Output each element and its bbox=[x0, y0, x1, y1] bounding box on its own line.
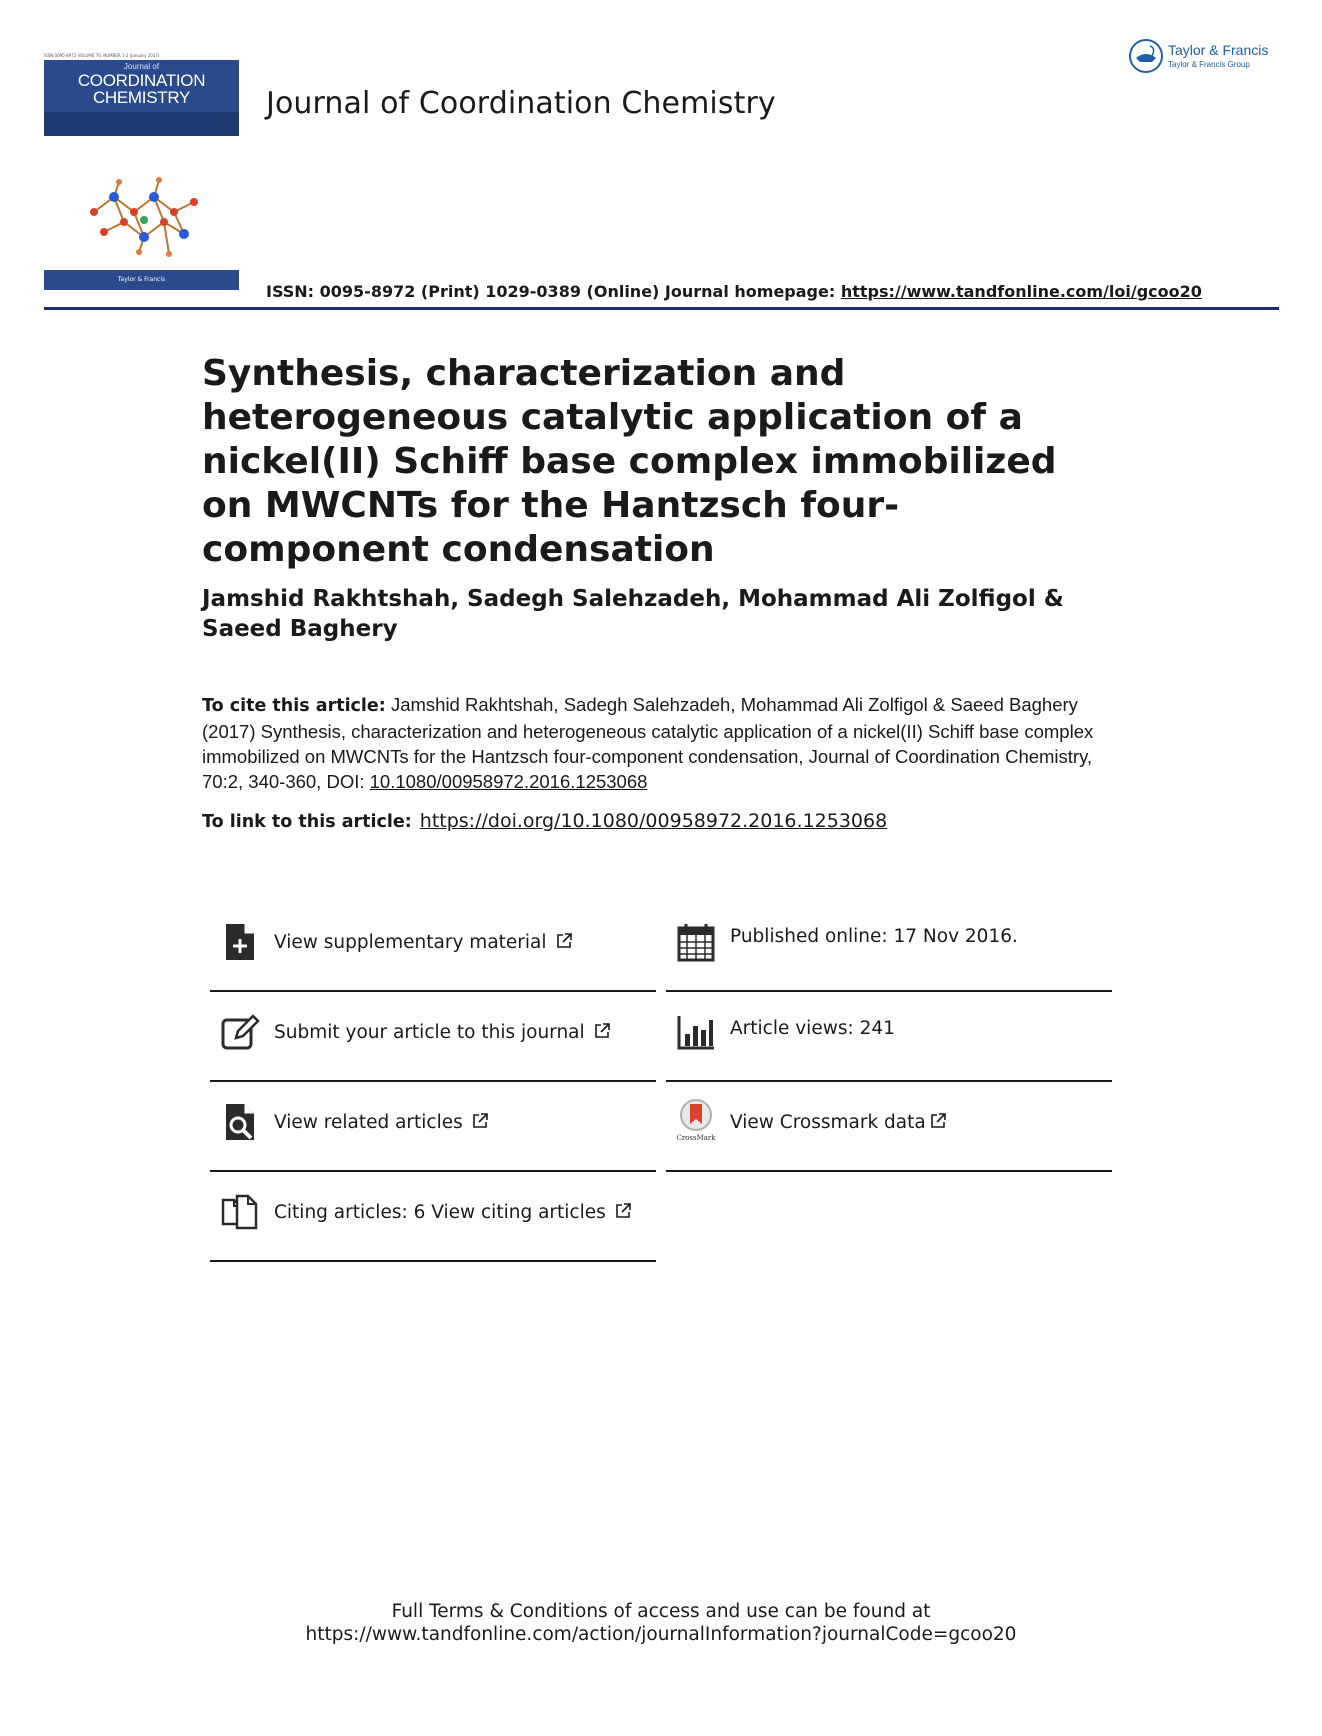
calendar-icon bbox=[676, 922, 716, 962]
link-label: To link to this article: bbox=[202, 812, 412, 832]
external-link-icon bbox=[555, 932, 573, 950]
external-link-icon bbox=[614, 1202, 632, 1220]
document-plus-icon bbox=[220, 922, 260, 962]
issn-line bbox=[266, 282, 1202, 301]
cite-doi-link[interactable]: 10.1080/00958972.2016.1253068 bbox=[369, 771, 648, 792]
citing-articles-label: Citing articles: 6 View citing articles bbox=[274, 1202, 606, 1223]
journal-name: Journal of Coordination Chemistry bbox=[266, 86, 776, 121]
article-doi-link[interactable]: https://doi.org/10.1080/00958972.2016.1253068 bbox=[419, 810, 888, 832]
citing-articles-item[interactable] bbox=[210, 1174, 656, 1262]
cover-title-band bbox=[44, 60, 239, 112]
submit-article-label: Submit your article to this journal bbox=[274, 1022, 585, 1043]
cover-publisher-band: Taylor & Francis bbox=[44, 270, 239, 290]
row-divider bbox=[666, 1080, 1112, 1082]
publisher-group: Taylor & Francis Group bbox=[1168, 60, 1250, 69]
row-divider bbox=[210, 1260, 656, 1262]
document-search-icon bbox=[220, 1102, 260, 1142]
supplementary-material-link[interactable] bbox=[274, 932, 573, 953]
publisher-logo[interactable] bbox=[1128, 38, 1288, 78]
journal-homepage-link[interactable]: https://www.tandfonline.com/loi/gcoo20 bbox=[840, 282, 1202, 301]
cite-text: Jamshid Rakhtshah, Sadegh Salehzadeh, Mohammad Ali Zolfigol & Saeed Baghery (2017) Synthesis, characterization and heterogeneous catalytic application of a nickel(II) Schiff base complex immobilized on MWCNTs for the Hantzsch four-component condensation, Journal of Coordination Chemistry, 70:2, 340-360, DOI: bbox=[202, 694, 1094, 792]
edit-icon bbox=[220, 1012, 260, 1052]
cite-label: To cite this article: bbox=[202, 696, 386, 716]
bar-chart-icon bbox=[676, 1012, 716, 1052]
submit-article-link[interactable] bbox=[274, 1022, 611, 1043]
row-divider bbox=[210, 1170, 656, 1172]
crossmark-label: View Crossmark data bbox=[730, 1112, 926, 1133]
cover-journal-of: Journal of bbox=[123, 62, 160, 71]
article-link-line bbox=[202, 810, 887, 832]
issn-text: ISSN: 0095-8972 (Print) 1029-0389 (Online) Journal homepage: bbox=[266, 282, 841, 301]
crossmark-item[interactable] bbox=[666, 1084, 1112, 1172]
related-articles-link[interactable] bbox=[274, 1112, 489, 1133]
cover-title-line2: CHEMISTRY bbox=[92, 88, 191, 107]
publisher-name: Taylor & Francis bbox=[1168, 42, 1269, 58]
taylor-francis-lamp-icon bbox=[1128, 38, 1164, 74]
supplementary-material-label: View supplementary material bbox=[274, 932, 547, 953]
terms-line: Full Terms & Conditions of access and use can be found at bbox=[391, 1601, 931, 1622]
header-divider bbox=[44, 307, 1279, 310]
citation-block bbox=[202, 692, 1122, 794]
journal-cover-image bbox=[44, 52, 239, 292]
submit-article-item[interactable] bbox=[210, 994, 656, 1082]
row-divider bbox=[666, 1170, 1112, 1172]
terms-footer bbox=[0, 1600, 1322, 1646]
article-title: Synthesis, characterization and heterogeneous catalytic application of a nickel(II) Schiff base complex immobilized on MWCNTs for the Hantzsch four-component condensation bbox=[202, 353, 1057, 570]
external-link-icon bbox=[471, 1112, 489, 1130]
cover-sub-band bbox=[44, 112, 239, 136]
article-views-count: Article views: 241 bbox=[730, 1018, 895, 1039]
crossmark-link[interactable] bbox=[730, 1112, 947, 1133]
supplementary-material-item[interactable] bbox=[210, 904, 656, 992]
crossmark-logo-text: CrossMark bbox=[676, 1134, 716, 1142]
documents-icon bbox=[220, 1192, 260, 1232]
row-divider bbox=[210, 990, 656, 992]
crossmark-icon bbox=[676, 1098, 716, 1142]
article-authors: Jamshid Rakhtshah, Sadegh Salehzadeh, Mohammad Ali Zolfigol & Saeed Baghery bbox=[202, 586, 1064, 642]
article-views-item bbox=[666, 994, 1112, 1082]
row-divider bbox=[210, 1080, 656, 1082]
terms-url[interactable]: https://www.tandfonline.com/action/journalInformation?journalCode=gcoo20 bbox=[305, 1624, 1017, 1645]
molecule-illustration bbox=[74, 142, 214, 282]
cover-top-line: ISSN 0095-8972 VOLUME 70, NUMBER 1-2 (January 2017) bbox=[44, 53, 160, 58]
row-divider bbox=[666, 990, 1112, 992]
external-link-icon bbox=[929, 1112, 947, 1130]
citing-articles-link[interactable] bbox=[274, 1202, 632, 1223]
published-online-item bbox=[666, 904, 1112, 992]
cover-title-line1: COORDINATION bbox=[77, 71, 206, 90]
related-articles-label: View related articles bbox=[274, 1112, 463, 1133]
related-articles-item[interactable] bbox=[210, 1084, 656, 1172]
external-link-icon bbox=[593, 1022, 611, 1040]
published-online-date: Published online: 17 Nov 2016. bbox=[730, 926, 1018, 947]
